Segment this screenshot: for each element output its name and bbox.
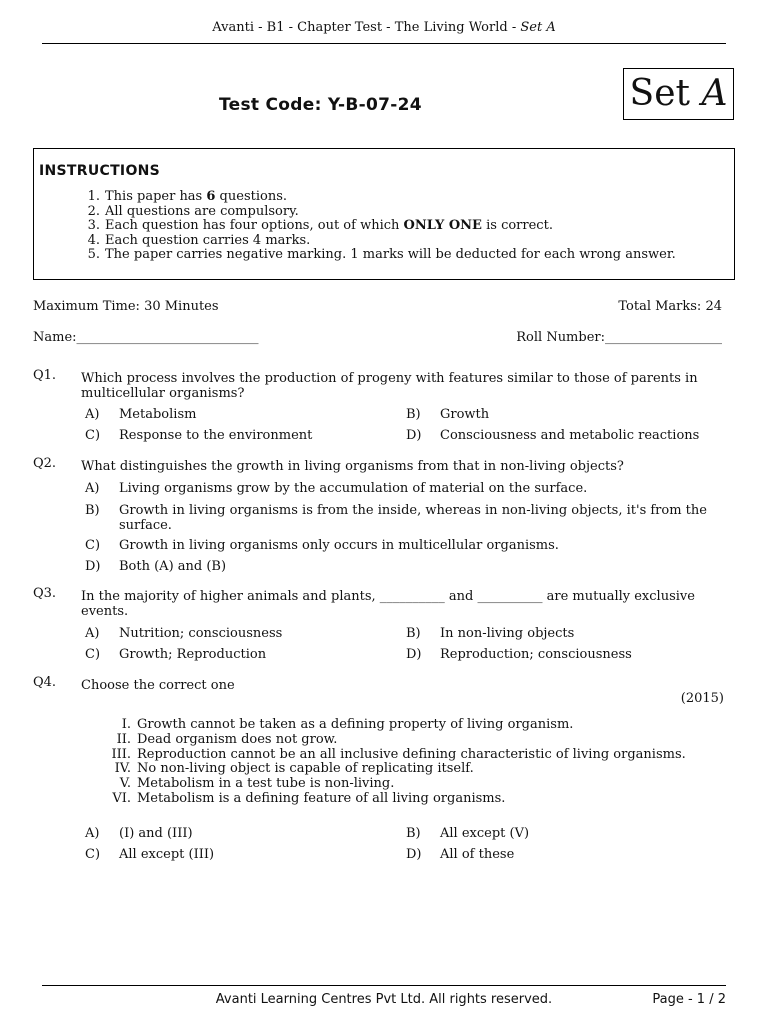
question-text: Choose the correct one: [81, 678, 235, 693]
question-text: Which process involves the production of progeny with features similar to those of parents in multicellular organisms?: [81, 371, 698, 401]
instruction-item: 2. All questions are compulsory.: [87, 204, 299, 219]
statement-item: III. Reproduction cannot be an all inclusive defining characteristic of living organisms.: [111, 747, 686, 762]
question-number: Q3.: [33, 586, 57, 601]
instruction-item: 5. The paper carries negative marking. 1 marks will be deducted for each wrong answer.: [87, 247, 676, 262]
option-c: C) Growth in living organisms only occurs in multicellular organisms.: [85, 538, 559, 553]
question-number: Q4.: [33, 675, 57, 690]
question-number: Q2.: [33, 456, 57, 471]
question-number: Q1.: [33, 368, 57, 383]
instruction-item: 4. Each question carries 4 marks.: [87, 233, 311, 248]
statement-item: VI. Metabolism is a defining feature of all living organisms.: [112, 791, 506, 806]
option-d: D) All of these: [406, 847, 515, 862]
test-code: Test Code: Y-B-07-24: [219, 95, 422, 115]
header-title: Avanti - B1 - Chapter Test - The Living World - Set A: [212, 20, 556, 35]
option-b: B) All except (V): [406, 826, 530, 841]
option-d: D) Both (A) and (B): [85, 559, 227, 574]
instruction-item: 3. Each question has four options, out of which ONLY ONE is correct.: [87, 218, 553, 233]
instructions-box: [33, 148, 735, 280]
statement-item: I. Growth cannot be taken as a defining property of living organism.: [121, 717, 574, 732]
question-text: What distinguishes the growth in living organisms from that in non-living objects?: [81, 459, 624, 474]
option-d: D) Consciousness and metabolic reactions: [406, 428, 700, 443]
option-d: D) Reproduction; consciousness: [406, 647, 632, 662]
footer-divider: [42, 985, 726, 986]
instruction-item: 1. This paper has 6 questions.: [87, 189, 287, 204]
option-c: C) Growth; Reproduction: [85, 647, 267, 662]
set-badge: Set A: [623, 68, 734, 120]
option-b: B) Growth in living organisms is from the inside, whereas in non-living objects, it's from the surface.: [85, 503, 707, 533]
footer-copyright: Avanti Learning Centres Pvt Ltd. All rights reserved.: [215, 992, 553, 1007]
option-b: B) In non-living objects: [406, 626, 575, 641]
statement-item: V. Metabolism in a test tube is non-living.: [119, 776, 395, 791]
question-year: (2015): [680, 691, 724, 706]
statement-item: IV. No non-living object is capable of replicating itself.: [114, 761, 474, 776]
total-marks: Total Marks: 24: [618, 299, 722, 314]
roll-number-field: Roll Number:__________________: [516, 330, 722, 345]
option-c: C) All except (III): [85, 847, 215, 862]
instructions-title: INSTRUCTIONS: [39, 163, 161, 179]
statement-item: II. Dead organism does not grow.: [116, 732, 338, 747]
option-a: A) Metabolism: [85, 407, 197, 422]
header-set-label: Set A: [520, 20, 556, 35]
option-c: C) Response to the environment: [85, 428, 313, 443]
header-divider: [42, 43, 726, 44]
option-a: A) (I) and (III): [85, 826, 193, 841]
option-b: B) Growth: [406, 407, 490, 422]
option-a: A) Living organisms grow by the accumulation of material on the surface.: [85, 481, 588, 496]
page-number: Page - 1 / 2: [652, 992, 726, 1007]
question-text: In the majority of higher animals and plants, __________ and __________ are mutually exclusive events.: [81, 589, 695, 619]
max-time: Maximum Time: 30 Minutes: [33, 299, 219, 314]
option-a: A) Nutrition; consciousness: [85, 626, 283, 641]
name-field: Name:____________________________: [33, 330, 259, 345]
